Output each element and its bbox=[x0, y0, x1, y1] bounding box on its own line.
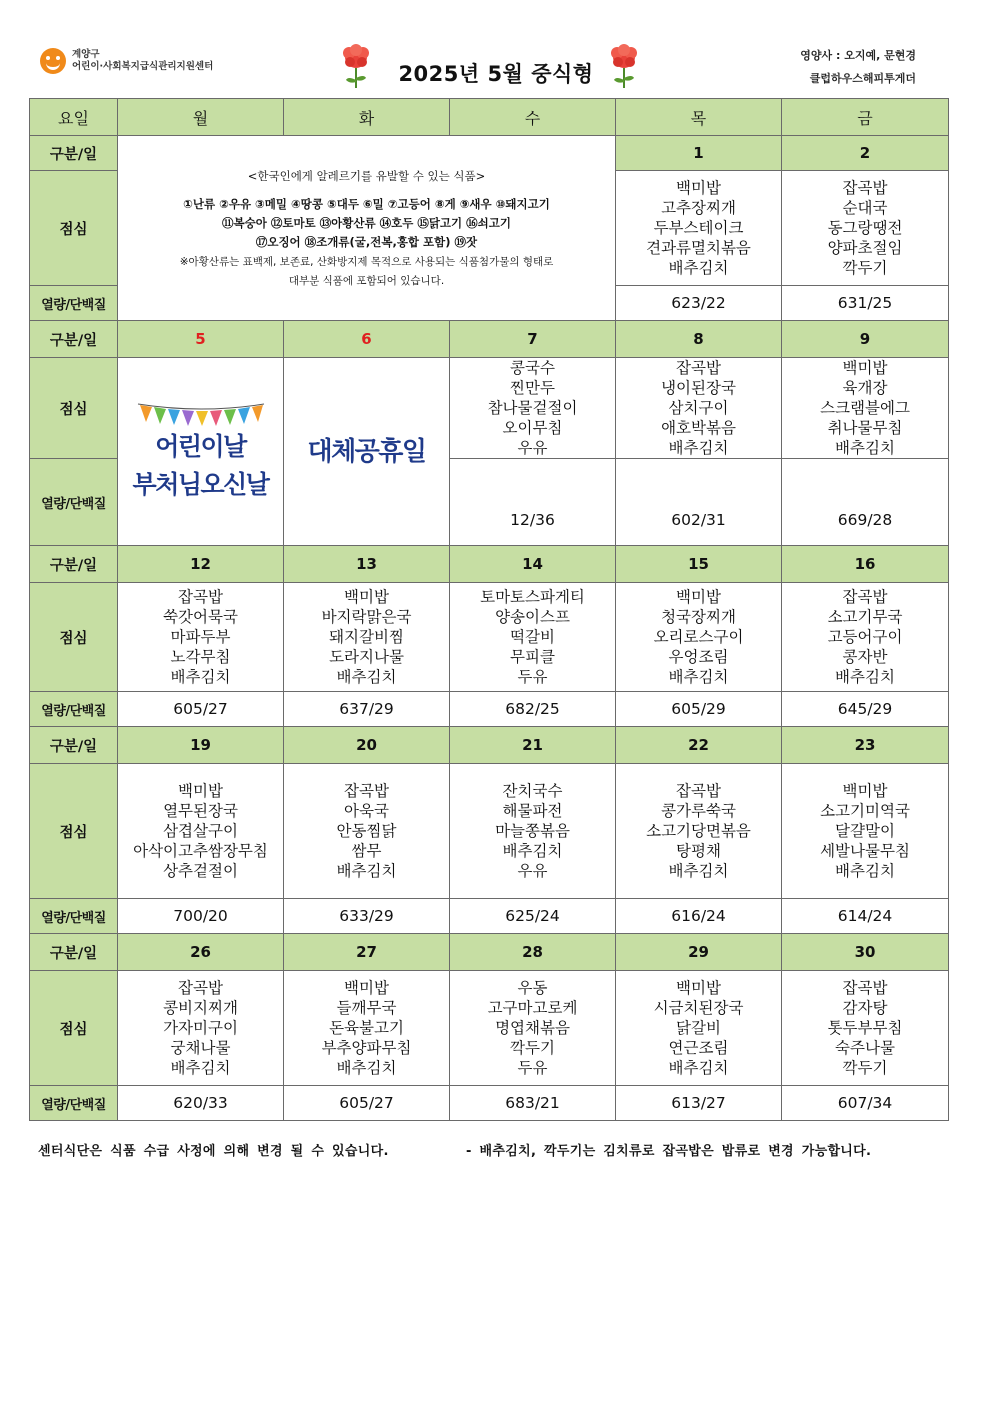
date-row bbox=[30, 136, 949, 171]
bunting-icon bbox=[136, 400, 266, 428]
weekday-label: 요일 bbox=[30, 99, 118, 136]
menu-item: 잡곡밥 bbox=[178, 979, 223, 997]
meal-cell bbox=[118, 583, 284, 692]
menu-item: 잡곡밥 bbox=[842, 588, 888, 606]
menu-item: 소고기당면볶음 bbox=[646, 822, 751, 840]
menu-item: 삼겹살구이 bbox=[163, 822, 238, 840]
menu-item: 닭갈비 bbox=[676, 1019, 721, 1037]
lunch-row bbox=[30, 764, 949, 899]
date-row bbox=[30, 321, 949, 358]
menu-item: 육개장 bbox=[842, 379, 888, 397]
nutrition-cell: 613/27 bbox=[616, 1086, 782, 1121]
meal-cell bbox=[782, 358, 949, 459]
menu-item: 해물파전 bbox=[502, 802, 563, 820]
nutrition-cell: 625/24 bbox=[450, 899, 616, 934]
menu-item: 양송이스프 bbox=[495, 608, 570, 626]
meal-cell bbox=[118, 971, 284, 1086]
menu-item: 오이무침 bbox=[502, 419, 563, 437]
meal-cell bbox=[616, 358, 782, 459]
date-cell: 15 bbox=[616, 546, 782, 583]
date-cell: 2 bbox=[782, 136, 949, 171]
menu-item: 감자탕 bbox=[842, 999, 888, 1017]
date-row-label: 구분/일 bbox=[30, 321, 118, 358]
menu-item: 백미밥 bbox=[842, 782, 888, 800]
holiday-buddhas-birthday: 부처님오신날 bbox=[132, 469, 269, 499]
meal-cell bbox=[782, 171, 949, 286]
menu-item: 가자미구이 bbox=[163, 1019, 238, 1037]
menu-item: 잡곡밥 bbox=[842, 979, 888, 997]
weekday-header-row bbox=[30, 99, 949, 136]
menu-item: 잡곡밥 bbox=[842, 179, 888, 197]
menu-item: 명엽채볶음 bbox=[495, 1019, 570, 1037]
date-cell-holiday: 5 bbox=[118, 321, 284, 358]
menu-item: 배추김치 bbox=[336, 1059, 397, 1077]
menu-item: 백미밥 bbox=[842, 359, 888, 377]
menu-item: 동그랑땡전 bbox=[827, 219, 903, 237]
nutrition-cell: 605/29 bbox=[616, 692, 782, 727]
menu-item: 고등어구이 bbox=[827, 628, 903, 646]
menu-item: 애호박볶음 bbox=[661, 419, 736, 437]
menu-item: 배추김치 bbox=[835, 862, 895, 880]
menu-item: 콩비지찌개 bbox=[163, 999, 238, 1017]
date-cell: 30 bbox=[782, 934, 949, 971]
menu-item: 우엉조림 bbox=[668, 648, 729, 666]
menu-item: 열무된장국 bbox=[163, 802, 238, 820]
nutrition-cell: 602/31 bbox=[616, 459, 782, 546]
menu-item: 시금치된장국 bbox=[653, 999, 744, 1017]
date-cell: 7 bbox=[450, 321, 616, 358]
nutrition-cell: 616/24 bbox=[616, 899, 782, 934]
holiday-cell-substitute bbox=[284, 358, 450, 546]
nutrition-row bbox=[30, 1086, 949, 1121]
lunch-row-label: 점심 bbox=[30, 583, 118, 692]
menu-item: 냉이된장국 bbox=[661, 379, 736, 397]
staff-info bbox=[800, 44, 916, 90]
menu-item: 소고기무국 bbox=[827, 608, 903, 626]
weekday-tue: 화 bbox=[284, 99, 450, 136]
menu-item: 소고기미역국 bbox=[820, 802, 910, 820]
weekday-mon: 월 bbox=[118, 99, 284, 136]
facility-name: 클럽하우스해피투게더 bbox=[809, 72, 916, 85]
nutrition-row-label: 열량/단백질 bbox=[30, 286, 118, 321]
date-row-label: 구분/일 bbox=[30, 546, 118, 583]
carnation-icon bbox=[604, 42, 644, 90]
nutrition-cell: 623/22 bbox=[616, 286, 782, 321]
holiday-cell-childrens-day bbox=[118, 358, 284, 546]
menu-item: 떡갈비 bbox=[510, 628, 555, 646]
allergy-title: <한국인에게 알레르기를 유발할 수 있는 식품> bbox=[247, 168, 486, 183]
menu-item: 깍두기 bbox=[842, 259, 888, 277]
date-cell-holiday: 6 bbox=[284, 321, 450, 358]
menu-item: 백미밥 bbox=[344, 588, 389, 606]
menu-item: 우동 bbox=[517, 979, 548, 997]
nutrition-cell: 683/21 bbox=[450, 1086, 616, 1121]
meal-cell bbox=[118, 764, 284, 899]
menu-item: 백미밥 bbox=[676, 979, 721, 997]
lunch-row-label: 점심 bbox=[30, 764, 118, 899]
menu-item: 두부스테이크 bbox=[653, 219, 744, 237]
meal-cell bbox=[450, 971, 616, 1086]
menu-item: 콩가루쑥국 bbox=[661, 802, 736, 820]
nutrition-row-label: 열량/단백질 bbox=[30, 692, 118, 727]
menu-item: 마파두부 bbox=[170, 628, 231, 646]
meal-cell bbox=[284, 583, 450, 692]
nutrition-row-label: 열량/단백질 bbox=[30, 1086, 118, 1121]
menu-item: 스크램블에그 bbox=[820, 399, 910, 417]
allergy-list-3: ⑰오징어 ⑱조개류(굴,전복,홍합 포함) ⑲잣 bbox=[255, 234, 478, 249]
nutrition-cell: 633/29 bbox=[284, 899, 450, 934]
date-cell: 19 bbox=[118, 727, 284, 764]
menu-item: 두유 bbox=[517, 668, 548, 686]
lunch-row-label: 점심 bbox=[30, 971, 118, 1086]
nutrition-row-label: 열량/단백질 bbox=[30, 459, 118, 546]
menu-item: 잡곡밥 bbox=[178, 588, 223, 606]
lunch-row bbox=[30, 358, 949, 459]
nutrition-cell: 700/20 bbox=[118, 899, 284, 934]
lunch-row-label: 점심 bbox=[30, 358, 118, 459]
nutrition-cell: 605/27 bbox=[118, 692, 284, 727]
menu-item: 노각무침 bbox=[170, 648, 231, 666]
menu-item: 숙주나물 bbox=[835, 1039, 895, 1057]
nutrition-cell: 614/24 bbox=[782, 899, 949, 934]
menu-item: 배추김치 bbox=[170, 1059, 231, 1077]
date-cell: 14 bbox=[450, 546, 616, 583]
lunch-menu-table bbox=[29, 98, 949, 1121]
nutrition-cell: 645/29 bbox=[782, 692, 949, 727]
holiday-childrens-day: 어린이날 bbox=[155, 431, 246, 461]
menu-item: 두유 bbox=[517, 1059, 548, 1077]
date-cell: 8 bbox=[616, 321, 782, 358]
menu-item: 토마토스파게티 bbox=[480, 588, 585, 606]
menu-item: 우유 bbox=[517, 439, 548, 457]
date-row-label: 구분/일 bbox=[30, 136, 118, 171]
date-row bbox=[30, 934, 949, 971]
menu-item: 상추겉절이 bbox=[163, 862, 238, 880]
menu-item: 잡곡밥 bbox=[344, 782, 389, 800]
weekday-wed: 수 bbox=[450, 99, 616, 136]
menu-item: 무피클 bbox=[510, 648, 555, 666]
meal-cell bbox=[450, 764, 616, 899]
nutrition-cell: 669/28 bbox=[782, 459, 949, 546]
meal-cell bbox=[284, 764, 450, 899]
menu-item: 콩자반 bbox=[842, 648, 888, 666]
menu-item: 오리로스구이 bbox=[653, 628, 744, 646]
meal-cell bbox=[782, 764, 949, 899]
meal-cell bbox=[616, 764, 782, 899]
allergy-info-panel bbox=[118, 136, 616, 321]
menu-item: 고구마고로케 bbox=[487, 999, 578, 1017]
menu-item: 안동찜닭 bbox=[336, 822, 397, 840]
allergy-note-2: 대부분 식품에 포함되어 있습니다. bbox=[288, 274, 445, 287]
nutrition-row-label: 열량/단백질 bbox=[30, 899, 118, 934]
menu-item: 배추김치 bbox=[835, 668, 895, 686]
menu-item: 순대국 bbox=[842, 199, 888, 217]
menu-item: 잡곡밥 bbox=[676, 782, 721, 800]
allergy-list-2: ⑪복숭아 ⑫토마토 ⑬아황산류 ⑭호두 ⑮닭고기 ⑯쇠고기 bbox=[222, 215, 511, 230]
menu-item: 배추김치 bbox=[336, 862, 397, 880]
menu-item: 고추장찌개 bbox=[661, 199, 736, 217]
menu-item: 백미밥 bbox=[344, 979, 389, 997]
nutrition-cell: 607/34 bbox=[782, 1086, 949, 1121]
menu-item: 배추김치 bbox=[668, 439, 729, 457]
menu-item: 콩국수 bbox=[510, 359, 555, 377]
menu-item: 배추김치 bbox=[668, 1059, 729, 1077]
meal-cell bbox=[782, 971, 949, 1086]
holiday-substitute: 대체공휴일 bbox=[307, 436, 426, 467]
allergy-list-1: ①난류 ②우유 ③메밀 ④땅콩 ⑤대두 ⑥밀 ⑦고등어 ⑧게 ⑨새우 ⑩돼지고기 bbox=[183, 196, 550, 211]
date-row-label: 구분/일 bbox=[30, 934, 118, 971]
nutrition-row bbox=[30, 899, 949, 934]
date-cell: 9 bbox=[782, 321, 949, 358]
menu-item: 백미밥 bbox=[676, 588, 721, 606]
menu-item: 깍두기 bbox=[510, 1039, 555, 1057]
page-title: 2025년 5월 중식형 bbox=[398, 62, 594, 86]
lunch-row-label: 점심 bbox=[30, 171, 118, 286]
menu-item: 배추김치 bbox=[668, 668, 729, 686]
menu-item: 삼치구이 bbox=[668, 399, 729, 417]
menu-item: 배추김치 bbox=[668, 259, 729, 277]
allergy-note-1: ※아황산류는 표백제, 보존료, 산화방지제 목적으로 사용되는 식품첨가물의 형태로 bbox=[179, 255, 554, 268]
meal-cell bbox=[284, 971, 450, 1086]
footer-notice: 센터식단은 식품 수급 사정에 의해 변경 될 수 있습니다. bbox=[38, 1144, 389, 1159]
menu-item: 배추김치 bbox=[668, 862, 729, 880]
date-cell: 22 bbox=[616, 727, 782, 764]
nutrition-cell: 637/29 bbox=[284, 692, 450, 727]
menu-item: 배추김치 bbox=[835, 439, 895, 457]
date-cell: 29 bbox=[616, 934, 782, 971]
menu-item: 세발나물무침 bbox=[820, 842, 910, 860]
nutrition-cell: 12/36 bbox=[450, 459, 616, 546]
menu-item: 톳두부무침 bbox=[827, 1019, 903, 1037]
date-cell: 26 bbox=[118, 934, 284, 971]
meal-cell bbox=[616, 171, 782, 286]
nutrition-cell: 682/25 bbox=[450, 692, 616, 727]
meal-cell bbox=[616, 583, 782, 692]
meal-cell bbox=[450, 358, 616, 459]
menu-item: 배추김치 bbox=[502, 842, 563, 860]
menu-item: 연근조림 bbox=[668, 1039, 729, 1057]
menu-item: 쌈무 bbox=[351, 842, 382, 860]
date-cell: 1 bbox=[616, 136, 782, 171]
date-cell: 16 bbox=[782, 546, 949, 583]
menu-item: 참나물겉절이 bbox=[487, 399, 578, 417]
weekday-fri: 금 bbox=[782, 99, 949, 136]
logo-line-2: 어린이·사회복지급식관리지원센터 bbox=[72, 61, 214, 72]
meal-cell bbox=[616, 971, 782, 1086]
menu-item: 마늘쫑볶음 bbox=[495, 822, 570, 840]
menu-item: 돈육불고기 bbox=[329, 1019, 404, 1037]
menu-item: 청국장찌개 bbox=[661, 608, 736, 626]
menu-item: 쑥갓어묵국 bbox=[163, 608, 238, 626]
menu-item: 우유 bbox=[517, 862, 548, 880]
meal-cell bbox=[782, 583, 949, 692]
date-cell: 27 bbox=[284, 934, 450, 971]
menu-item: 취나물무침 bbox=[827, 419, 903, 437]
menu-item: 견과류멸치볶음 bbox=[646, 239, 751, 257]
menu-item: 잔치국수 bbox=[502, 782, 563, 800]
date-cell: 20 bbox=[284, 727, 450, 764]
menu-item: 아삭이고추쌈장무침 bbox=[133, 842, 268, 860]
date-cell: 28 bbox=[450, 934, 616, 971]
logo-line-1: 계양구 bbox=[72, 49, 100, 60]
weekday-thu: 목 bbox=[616, 99, 782, 136]
date-row-label: 구분/일 bbox=[30, 727, 118, 764]
nutrition-cell: 620/33 bbox=[118, 1086, 284, 1121]
date-cell: 13 bbox=[284, 546, 450, 583]
lunch-row bbox=[30, 971, 949, 1086]
menu-item: 돼지갈비찜 bbox=[329, 628, 404, 646]
menu-item: 찐만두 bbox=[510, 379, 555, 397]
menu-item: 달걀말이 bbox=[835, 822, 895, 840]
date-cell: 21 bbox=[450, 727, 616, 764]
menu-item: 들깨무국 bbox=[336, 999, 397, 1017]
menu-item: 백미밥 bbox=[676, 179, 721, 197]
nutrition-row bbox=[30, 692, 949, 727]
dietitian-names: 영양사 : 오지예, 문현경 bbox=[800, 49, 916, 62]
date-row bbox=[30, 546, 949, 583]
menu-item: 탕평채 bbox=[676, 842, 721, 860]
menu-item: 배추김치 bbox=[336, 668, 397, 686]
menu-item: 바지락맑은국 bbox=[321, 608, 412, 626]
nutrition-cell: 605/27 bbox=[284, 1086, 450, 1121]
nutrition-cell: 631/25 bbox=[782, 286, 949, 321]
menu-item: 아욱국 bbox=[344, 802, 389, 820]
menu-item: 부추양파무침 bbox=[321, 1039, 412, 1057]
menu-item: 궁채나물 bbox=[170, 1039, 231, 1057]
menu-item: 배추김치 bbox=[170, 668, 231, 686]
date-cell: 23 bbox=[782, 727, 949, 764]
menu-item: 백미밥 bbox=[178, 782, 223, 800]
menu-item: 잡곡밥 bbox=[676, 359, 721, 377]
meal-cell bbox=[450, 583, 616, 692]
menu-item: 양파초절임 bbox=[827, 239, 903, 257]
date-cell: 12 bbox=[118, 546, 284, 583]
menu-item: 깍두기 bbox=[842, 1059, 888, 1077]
page-header bbox=[0, 0, 992, 98]
footer-substitution-note: - 배추김치, 깍두기는 김치류로 잡곡밥은 밥류로 변경 가능합니다. bbox=[466, 1144, 872, 1159]
menu-item: 도라지나물 bbox=[329, 648, 404, 666]
date-row bbox=[30, 727, 949, 764]
lunch-row bbox=[30, 583, 949, 692]
